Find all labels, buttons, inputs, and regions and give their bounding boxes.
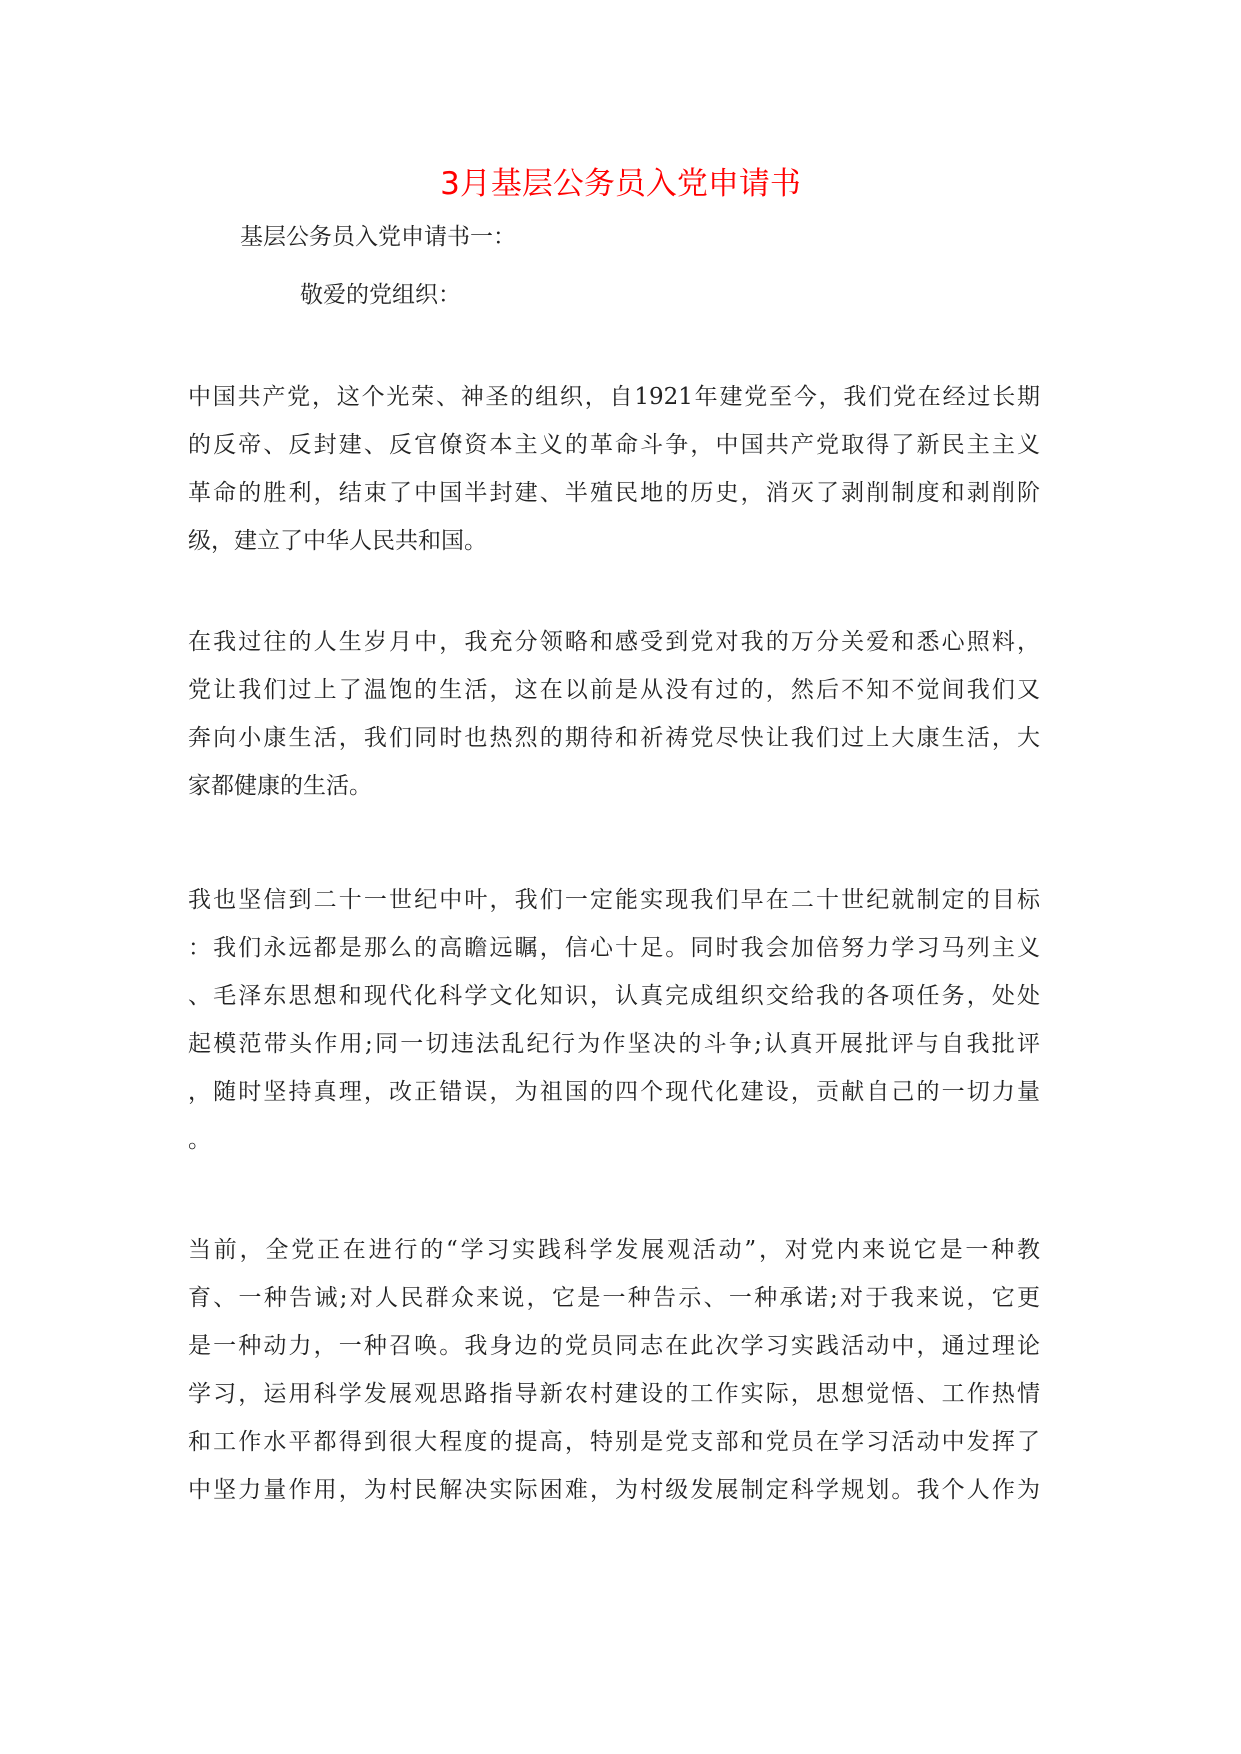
text-line: 起模范带头作用;同一切违法乱纪行为作坚决的斗争;认真开展批评与自我批评 <box>188 1031 1040 1057</box>
text-line: 是一种动力，一种召唤。我身边的党员同志在此次学习实践活动中，通过理论 <box>188 1333 1040 1359</box>
text-line: 级，建立了中华人民共和国。 <box>188 528 487 554</box>
text-line: 、毛泽东思想和现代化科学文化知识，认真完成组织交给我的各项任务，处处 <box>188 983 1040 1009</box>
text-line: ，随时坚持真理，改正错误，为祖国的四个现代化建设，贡献自己的一切力量 <box>188 1079 1040 1105</box>
text-line: 家都健康的生活。 <box>188 773 372 799</box>
text-line: 我也坚信到二十一世纪中叶，我们一定能实现我们早在二十世纪就制定的目标 <box>188 887 1040 913</box>
text-line: ：我们永远都是那么的高瞻远瞩，信心十足。同时我会加倍努力学习马列主义 <box>188 935 1040 961</box>
text-line: 和工作水平都得到很大程度的提高，特别是党支部和党员在学习活动中发挥了 <box>188 1429 1040 1455</box>
text-line: 育、一种告诫;对人民群众来说，它是一种告示、一种承诺;对于我来说，它更 <box>188 1285 1040 1311</box>
paragraph-2 <box>188 618 1040 810</box>
text-line: 。 <box>188 1127 211 1153</box>
text-line: 革命的胜利，结束了中国半封建、半殖民地的历史，消灭了剥削制度和剥削阶 <box>188 480 1040 506</box>
text-line: 在我过往的人生岁月中，我充分领略和感受到党对我的万分关爱和悉心照料， <box>188 629 1040 655</box>
text-line: 中国共产党，这个光荣、神圣的组织，自1921年建党至今，我们党在经过长期 <box>188 384 1040 410</box>
text-line: 党让我们过上了温饱的生活，这在以前是从没有过的，然后不知不觉间我们又 <box>188 677 1040 703</box>
paragraph-1 <box>188 373 1040 565</box>
text-line: 奔向小康生活，我们同时也热烈的期待和祈祷党尽快让我们过上大康生活，大 <box>188 725 1040 751</box>
document-title: 3月基层公务员入党申请书 <box>440 166 801 202</box>
text-line: 学习，运用科学发展观思路指导新农村建设的工作实际，思想觉悟、工作热情 <box>188 1381 1040 1407</box>
text-line: 的反帝、反封建、反官僚资本主义的革命斗争，中国共产党取得了新民主主义 <box>188 432 1040 458</box>
paragraph-3 <box>188 876 1040 1164</box>
paragraph-4 <box>188 1226 1040 1514</box>
salutation: 敬爱的党组织： <box>300 282 461 308</box>
text-line: 中坚力量作用，为村民解决实际困难，为村级发展制定科学规划。我个人作为 <box>188 1477 1040 1503</box>
text-line: 当前，全党正在进行的“学习实践科学发展观活动”，对党内来说它是一种教 <box>188 1237 1040 1263</box>
section-heading: 基层公务员入党申请书一： <box>240 224 516 250</box>
